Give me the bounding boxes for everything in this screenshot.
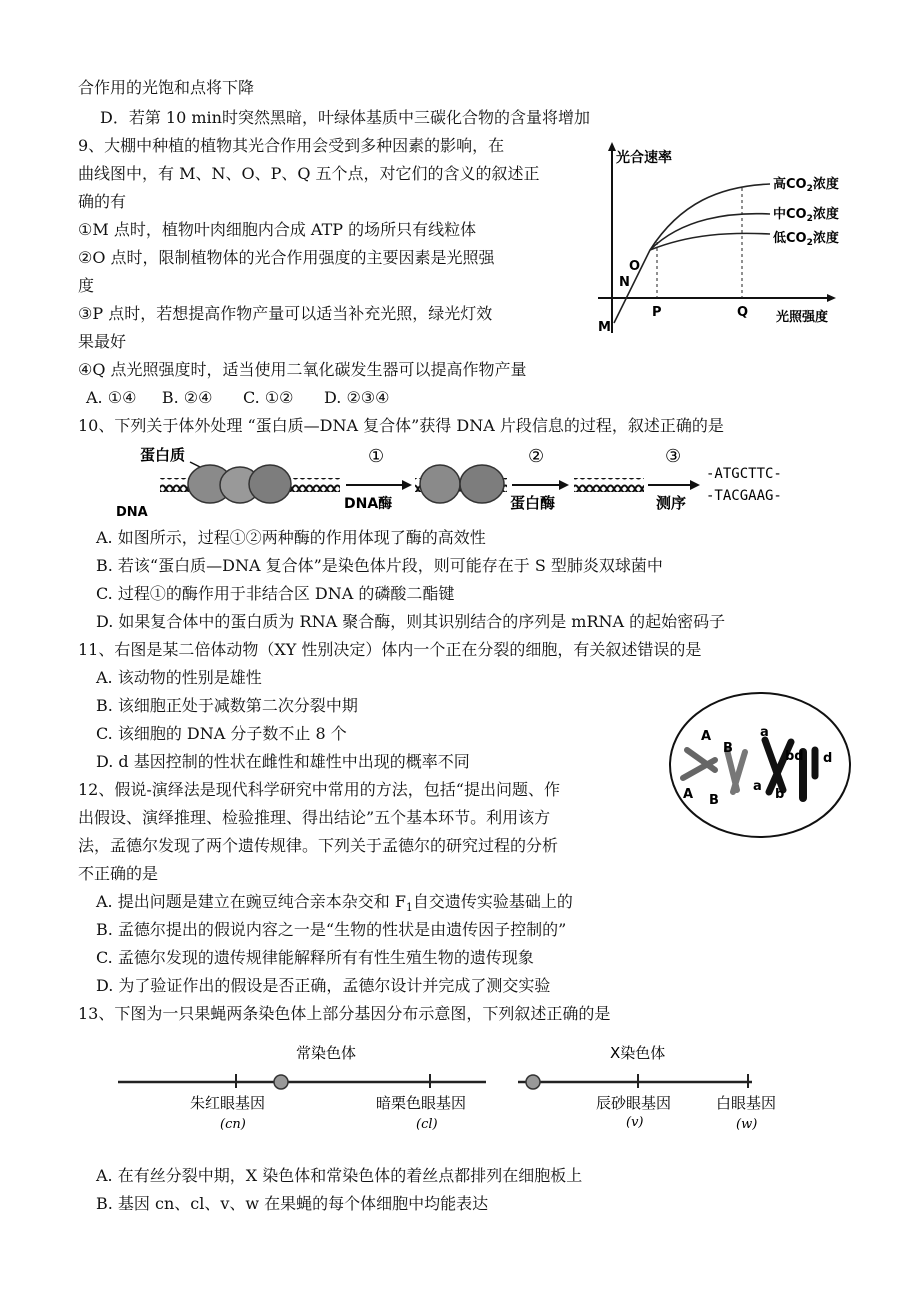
statement-1: ①M 点时，植物叶肉细胞内合成 ATP 的场所只有线粒体 [78,220,477,239]
question-10-stem: 10、下列关于体外处理 “蛋白质—DNA 复合体”获得 DNA 片段信息的过程，叙述正确的是 [78,416,724,435]
statement-2: ②O 点时，限制植物体的光合作用强度的主要因素是光照强 [78,248,495,267]
subscript: 1 [405,901,413,915]
option-d: D. 如果复合体中的蛋白质为 RNA 聚合酶，则其识别结合的序列是 mRNA 的起始密码子 [96,612,726,631]
protein-blob [460,465,504,503]
point-o: O [629,259,641,274]
sequence-bottom: -TACGAAG- [706,488,782,504]
option-d: D. d 基因控制的性状在雌性和雄性中出现的概率不同 [96,752,470,771]
gene-symbol-v: (v) [626,1115,644,1130]
option-d: D．若第 10 min时突然黑暗，叶绿体基质中三碳化合物的含量将增加 [100,108,590,127]
statement-3: 果最好 [78,332,127,351]
allele-label: a [753,779,762,794]
question-9-stem: 确的有 [78,192,127,211]
question-9-stem: 曲线图中，有 M、N、O、P、Q 五个点，对它们的含义的叙述正 [78,164,540,183]
step3-label: 测序 [656,494,687,512]
gene-symbol-w: (w) [736,1117,758,1132]
y-axis-label: 光合速率 [616,150,672,166]
legend-conc: 浓度 [812,207,839,222]
gene-label-v: 辰砂眼基因 [596,1094,672,1112]
option-c: C. 该细胞的 DNA 分子数不止 8 个 [96,724,347,743]
arrow-1-head [402,480,412,490]
option-b: B. 若该“蛋白质—DNA 复合体”是染色体片段，则可能存在于 S 型肺炎双球菌中 [96,556,663,575]
allele-label: A [683,787,694,802]
step1-number: ① [368,446,385,467]
legend-sub: 2 [806,184,813,194]
dividing-cell [665,690,855,840]
gene-label-cl: 暗栗色眼基因 [376,1094,467,1112]
option-a-text: 自交遗传实验基础上的 [412,892,573,911]
allele-label: d [823,751,833,766]
autosome-title: 常染色体 [296,1044,357,1062]
question-13-stem: 13、下图为一只果蝇两条染色体上部分基因分布示意图，下列叙述正确的是 [78,1004,611,1023]
option-a-text: A. 提出问题是建立在豌豆纯合亲本杂交和 F [96,892,406,911]
question-12-stem: 12、假说-演绎法是现代科学研究中常用的方法，包括“提出问题、作 [78,780,560,799]
legend-sub: 2 [806,214,813,224]
gene-label-cn: 朱红眼基因 [190,1094,266,1112]
question-12-stem: 出假设、演绎推理、检验推理、得出结论”五个基本环节。利用该方 [78,808,551,827]
dna-fragment [574,478,644,492]
arrow-3-head [690,480,700,490]
legend-high-text: 高CO [773,177,807,192]
option-c: C. 孟德尔发现的遗传规律能解释所有有性生殖生物的遗传现象 [96,948,534,967]
gene-label-w: 白眼基因 [716,1094,777,1112]
allele-label: b [775,787,785,802]
legend-conc: 浓度 [812,231,839,246]
statement-4: ④Q 点光照强度时，适当使用二氧化碳发生器可以提高作物产量 [78,360,527,379]
statement-2: 度 [78,276,95,295]
statement-3: ③P 点时，若想提高作物产量可以适当补充光照，绿光灯效 [78,304,493,323]
centromere [526,1075,540,1089]
step3-number: ③ [665,446,682,467]
step1-enzyme: DNA酶 [344,496,393,512]
question-12-stem: 不正确的是 [78,864,159,883]
photosynthesis-graph [590,138,860,348]
protein-blob [249,465,291,503]
allele-label: B [723,741,733,756]
x-axis-label: 光照强度 [776,310,829,325]
centromere [274,1075,288,1089]
curve-high-co2 [614,184,770,323]
gene-symbol-cl: (cl) [416,1117,438,1132]
allele-label: B [709,793,719,808]
legend-conc: 浓度 [812,177,839,192]
gene-map [110,1036,800,1136]
x-chromosome-title: X染色体 [610,1044,666,1062]
legend-low [773,230,839,248]
protein-label: 蛋白质 [140,446,186,464]
option-b: B. 孟德尔提出的假说内容之一是“生物的性状是由遗传因子控制的” [96,920,567,939]
option-d: D. 为了验证作出的假设是否正确，孟德尔设计并完成了测交实验 [96,976,551,995]
x-axis-arrow [827,294,836,302]
allele-label: bd [785,749,804,764]
step2-number: ② [528,446,545,467]
option-a: A. 如图所示，过程①②两种酶的作用体现了酶的高效性 [96,528,486,547]
sequence-top: -ATGCTTC- [706,466,782,482]
legend-sub: 2 [806,238,813,248]
question-11-stem: 11、右图是某二倍体动物（XY 性别决定）体内一个正在分裂的细胞，有关叙述错误的是 [78,640,702,659]
legend-high [773,176,839,194]
point-m: M [598,320,611,335]
gene-symbol-cn: (cn) [220,1117,246,1132]
arrow-2-head [559,480,569,490]
text-line: 合作用的光饱和点将下降 [78,78,255,97]
question-9-stem: 9、大棚中种植的植物其光合作用会受到多种因素的影响，在 [78,136,505,155]
option-a: A. 该动物的性别是雄性 [96,668,262,687]
point-n: N [619,275,630,290]
legend-mid-text: 中CO [773,207,807,222]
y-axis-arrow [608,142,616,151]
step2-enzyme: 蛋白酶 [510,494,556,512]
allele-label: A [701,729,712,744]
point-q: Q [737,305,749,320]
question-12-stem: 法，孟德尔发现了两个遗传规律。下列关于孟德尔的研究过程的分析 [78,836,559,855]
option-b: B. 基因 cn、cl、v、w 在果蝇的每个体细胞中均能表达 [96,1194,489,1213]
protein-dna-process [110,440,810,522]
option-b: B. 该细胞正处于减数第二次分裂中期 [96,696,358,715]
protein-blob [420,465,460,503]
legend-mid [773,206,839,224]
question-9-options: A. ①④ B. ②④ C. ①② D. ②③④ [86,388,390,407]
point-p: P [652,305,662,320]
option-a: A. 在有丝分裂中期，X 染色体和常染色体的着丝点都排列在细胞板上 [96,1166,583,1185]
option-a [96,892,573,918]
legend-low-text: 低CO [773,231,807,246]
option-c: C. 过程①的酶作用于非结合区 DNA 的磷酸二酯键 [96,584,455,603]
dna-label: DNA [116,505,148,520]
allele-label: a [760,725,769,740]
